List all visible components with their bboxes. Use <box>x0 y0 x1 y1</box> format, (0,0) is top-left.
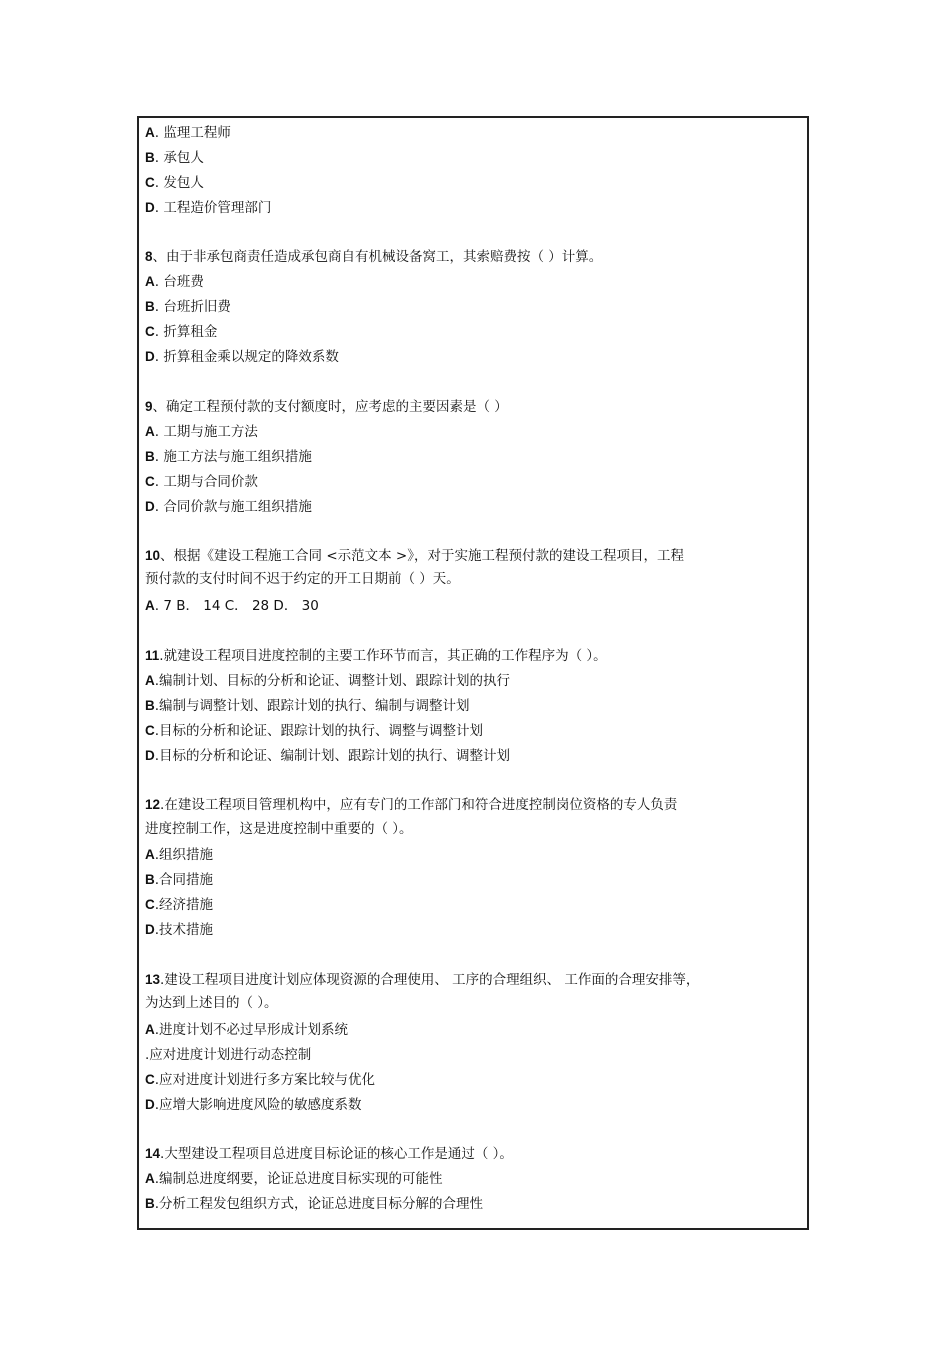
line-text: . 工期与施工方法 <box>154 424 258 440</box>
line-prefix: D <box>145 922 155 937</box>
line-prefix: A <box>145 673 155 688</box>
line-prefix: A <box>145 1171 155 1186</box>
text-line <box>145 1046 311 1064</box>
line-text: .建设工程项目进度计划应体现资源的合理使用、 工序的合理组织、 工作面的合理安排等， <box>160 972 700 988</box>
text-line <box>145 570 460 588</box>
text-line <box>145 820 413 838</box>
question-box <box>137 116 809 1230</box>
line-prefix: A <box>145 1022 155 1037</box>
text-line <box>145 1145 513 1163</box>
text-line <box>145 896 213 914</box>
line-text: . 台班费 <box>154 274 204 290</box>
text-line <box>145 423 258 441</box>
line-text: .在建设工程项目管理机构中，应有专门的工作部门和符合进度控制岗位资格的专人负责 <box>160 797 678 813</box>
line-prefix: B <box>145 150 155 165</box>
text-line <box>145 298 231 316</box>
line-prefix: 8 <box>145 249 153 264</box>
line-text: . 监理工程师 <box>154 125 231 141</box>
line-text: . 工期与合同价款 <box>154 474 258 490</box>
text-line <box>145 871 213 889</box>
line-text: .编制总进度纲要，论证总进度目标实现的可能性 <box>154 1171 443 1187</box>
text-line <box>145 547 684 565</box>
line-text: .分析工程发包组织方式，论证总进度目标分解的合理性 <box>154 1196 484 1212</box>
line-prefix: C <box>145 897 155 912</box>
text-line <box>145 348 339 366</box>
text-line <box>145 174 204 192</box>
line-prefix: A <box>145 598 155 613</box>
line-prefix: C <box>145 474 155 489</box>
line-prefix: 12 <box>145 797 161 812</box>
text-line <box>145 1021 348 1039</box>
line-prefix: A <box>145 274 155 289</box>
line-text: . 台班折旧费 <box>154 299 231 315</box>
line-text: .组织措施 <box>154 847 214 863</box>
line-prefix: D <box>145 499 155 514</box>
line-prefix: 11 <box>145 648 160 663</box>
line-text: .合同措施 <box>154 872 214 888</box>
line-text: .目标的分析和论证、编制计划、跟踪计划的执行、调整计划 <box>154 748 511 764</box>
line-prefix: A <box>145 847 155 862</box>
line-text: . 7 B． 14 C． 28 D． 30 <box>154 598 319 614</box>
line-text: .编制计划、目标的分析和论证、调整计划、跟踪计划的执行 <box>154 673 511 689</box>
line-prefix: C <box>145 723 155 738</box>
line-text: .大型建设工程项目总进度目标论证的核心工作是通过（ ）。 <box>160 1146 513 1162</box>
text-line <box>145 124 231 142</box>
line-text: .编制与调整计划、跟踪计划的执行、编制与调整计划 <box>154 698 470 714</box>
line-text: . 发包人 <box>154 175 204 191</box>
line-prefix: 13 <box>145 972 161 987</box>
line-prefix: C <box>145 324 155 339</box>
text-line <box>145 747 510 765</box>
line-prefix: D <box>145 349 155 364</box>
text-line <box>145 473 258 491</box>
text-line <box>145 921 213 939</box>
line-text: 预付款的支付时间不迟于约定的开工日期前（ ）天。 <box>145 571 460 587</box>
line-text: .应增大影响进度风险的敏感度系数 <box>154 1097 362 1113</box>
line-text: . 承包人 <box>154 150 204 166</box>
text-line <box>145 498 312 516</box>
text-line <box>145 971 699 989</box>
text-line <box>145 672 510 690</box>
text-line <box>145 647 607 665</box>
line-text: .经济措施 <box>154 897 214 913</box>
text-line <box>145 273 204 291</box>
text-line <box>145 597 319 615</box>
line-prefix: D <box>145 200 155 215</box>
line-prefix: A <box>145 125 155 140</box>
text-line <box>145 1096 362 1114</box>
line-text: .就建设工程项目进度控制的主要工作环节而言，其正确的工作程序为（ ）。 <box>159 648 607 664</box>
line-text: .目标的分析和论证、跟踪计划的执行、调整与调整计划 <box>154 723 484 739</box>
line-text: . 折算租金 <box>154 324 218 340</box>
line-text: 、由于非承包商责任造成承包商自有机械设备窝工，其索赔费按（ ）计算。 <box>152 249 603 265</box>
line-prefix: C <box>145 175 155 190</box>
line-text: 、确定工程预付款的支付额度时，应考虑的主要因素是（ ） <box>152 399 508 415</box>
text-line <box>145 323 217 341</box>
line-prefix: B <box>145 1196 155 1211</box>
line-text: 进度控制工作，这是进度控制中重要的（ ）。 <box>145 821 413 837</box>
line-prefix: C <box>145 1072 155 1087</box>
text-line <box>145 248 602 266</box>
line-prefix: A <box>145 424 155 439</box>
line-prefix: 14 <box>145 1146 161 1161</box>
line-text: 为达到上述目的（ ）。 <box>145 995 278 1011</box>
line-prefix: D <box>145 1097 155 1112</box>
line-text: . 工程造价管理部门 <box>154 200 272 216</box>
text-line <box>145 1071 375 1089</box>
line-text: .技术措施 <box>154 922 214 938</box>
line-prefix: B <box>145 299 155 314</box>
text-line <box>145 796 677 814</box>
line-prefix: B <box>145 872 155 887</box>
line-prefix: B <box>145 449 155 464</box>
text-line <box>145 1170 443 1188</box>
text-line <box>145 1195 483 1213</box>
line-text: . 合同价款与施工组织措施 <box>154 499 312 515</box>
text-line <box>145 722 483 740</box>
line-text: . 折算租金乘以规定的降效系数 <box>154 349 339 365</box>
line-prefix: 10 <box>145 548 161 563</box>
text-line <box>145 448 312 466</box>
line-prefix: D <box>145 748 155 763</box>
line-prefix: 9 <box>145 399 153 414</box>
line-text: .进度计划不必过早形成计划系统 <box>154 1022 349 1038</box>
text-line <box>145 199 271 217</box>
text-line <box>145 149 204 167</box>
line-text: . 施工方法与施工组织措施 <box>154 449 312 465</box>
text-line <box>145 846 213 864</box>
text-line <box>145 398 508 416</box>
line-prefix: B <box>145 698 155 713</box>
text-line <box>145 994 278 1012</box>
text-line <box>145 697 470 715</box>
line-text: 、根据《建设工程施工合同 <示范文本 >》，对于实施工程预付款的建设工程项目，工程 <box>160 548 684 564</box>
line-text: .应对进度计划进行动态控制 <box>145 1047 312 1063</box>
line-text: .应对进度计划进行多方案比较与优化 <box>154 1072 376 1088</box>
